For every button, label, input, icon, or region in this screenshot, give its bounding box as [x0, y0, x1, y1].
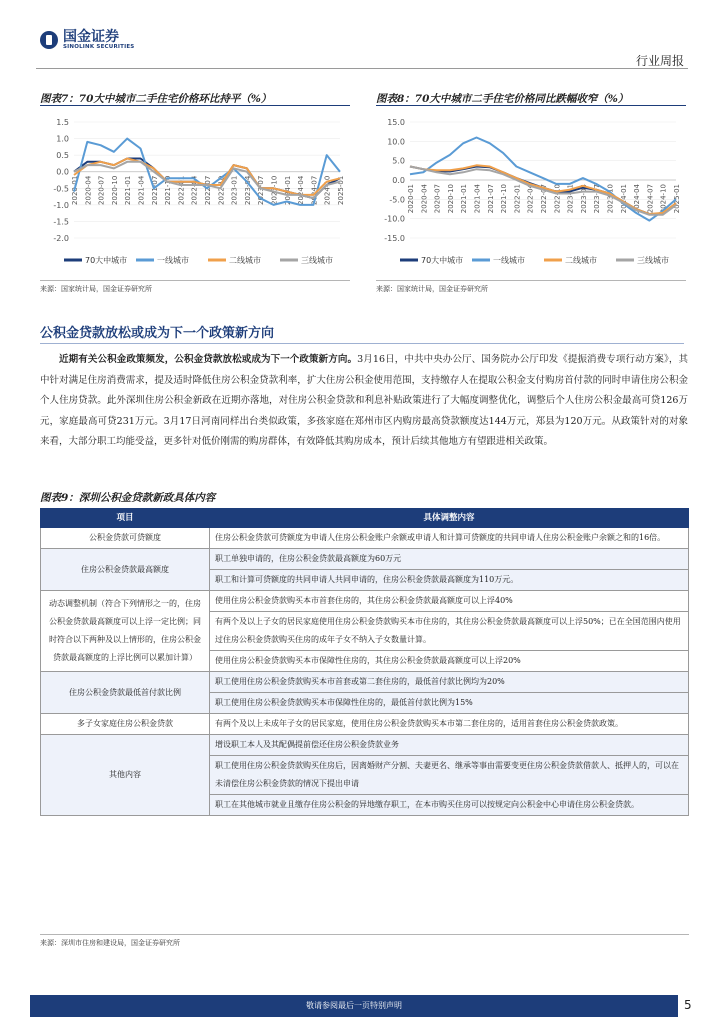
fig8-xtick-label: 2024-01 [619, 183, 628, 214]
policy-table [40, 508, 689, 816]
fig8-xtick-label: 2023-04 [579, 184, 588, 214]
fig7-xtick-label: 2021-07 [150, 175, 159, 205]
row-detail: 有两个及以上未成年子女的居民家庭，使用住房公积金贷款购买本市第二套住房的，适用首套住房公积金贷款政策。 [210, 714, 689, 735]
figure7-rule [40, 105, 350, 106]
table-row [41, 735, 689, 756]
row-detail: 职工在其他城市就业且缴存住房公积金的异地缴存职工，在本市购买住房可以按规定向公积金中心申请住房公积金贷款。 [210, 795, 689, 816]
fig7-ytick-label: -2.0 [53, 234, 69, 243]
fig7-xtick-label: 2020-07 [97, 175, 106, 205]
paragraph-body: 3月16日，中共中央办公厅、国务院办公厅印发《提振消费专项行动方案》，其中针对满足住房消费需求，提及适时降低住房公积金贷款利率，扩大住房公积金使用范围，支持缴存人在提取公积金支付购房首付款的同时申请住房公积金个人住房贷款。此外深圳住房公积金新政在近期亦落地，对住房公积金贷款和利息补贴政策进行了大幅度调整优化，调整后个人住房公积金最高可贷126万元，家庭最高可贷231万元。3月17日河南同样出台类似政策，多孩家庭在郑州市区内购房最高贷款额度达144万元，郑县为120万元。从政策针对的对象来看，大部分职工均能受益，更多针对低价刚需的购房群体，有效降低其购房成本，预计后续其他地方有望跟进相关政策。 [40, 354, 688, 447]
section-paragraph [40, 350, 688, 453]
fig8-xtick-label: 2020-10 [446, 184, 455, 214]
fig7-xtick-label: 2022-04 [190, 175, 199, 205]
footer-disclaimer: 敬请参阅最后一页特别声明 [306, 1001, 402, 1010]
fig7-ytick-label: 0.0 [56, 167, 69, 177]
fig7-xtick-label: 2023-10 [270, 175, 279, 205]
fig8-legend-label-0: 70大中城市 [421, 256, 464, 265]
figure8-source: 来源：国家统计局，国金证券研究所 [376, 285, 488, 293]
section-divider [40, 343, 684, 344]
fig7-xtick-label: 2022-07 [204, 175, 212, 205]
fig7-xtick-label: 2022-10 [217, 175, 226, 205]
logo-chinese-name: 国金证券 [63, 29, 119, 45]
figure9-source-rule [40, 934, 689, 935]
page-number: 5 [684, 998, 692, 1012]
section-title: 公积金贷款放松或成为下一个政策新方向 [40, 326, 275, 341]
table-row [41, 672, 689, 693]
fig7-xtick-label: 2020-04 [84, 175, 93, 205]
fig8-ytick-label: 15.0 [387, 118, 405, 127]
table-header-row [41, 509, 689, 528]
fig7-xtick-label: 2024-04 [297, 175, 306, 205]
figure8-chart [376, 110, 686, 275]
fig7-xtick-label: 2021-04 [137, 175, 146, 205]
fig7-legend-label-3: 三线城市 [301, 256, 333, 265]
row-detail: 住房公积金贷款可贷额度为申请人住房公积金账户余额或申请人和计算可贷额度的共同申请人住房公积金账户余额之和的16倍。 [210, 528, 689, 549]
row-category: 动态调整机制（符合下列情形之一的，住房公积金贷款最高额度可以上浮一定比例；同时符合以下两种及以上情形的，住房公积金贷款最高额度的上浮比例可以累加计算） [41, 591, 210, 672]
figure9-title: 图表9：深圳公积金贷款新政具体内容 [40, 492, 216, 504]
figure8-rule [376, 105, 686, 106]
fig8-xtick-label: 2024-07 [646, 184, 655, 214]
fig8-ytick-label: 0.0 [392, 176, 405, 185]
fig7-xtick-label: 2023-04 [243, 175, 252, 205]
row-detail: 使用住房公积金贷款购买本市首套住房的，其住房公积金贷款最高额度可以上浮40% [210, 591, 689, 612]
fig8-ytick-label: -5.0 [389, 195, 405, 205]
row-category: 公积金贷款可贷额度 [41, 528, 210, 549]
fig7-xtick-label: 2021-01 [124, 175, 133, 205]
fig8-legend-label-2: 二线城市 [565, 256, 597, 265]
fig7-legend-label-2: 二线城市 [229, 256, 261, 265]
figure9-source: 来源：深圳市住房和建设局，国金证券研究所 [40, 939, 180, 947]
figure7-source: 来源：国家统计局，国金证券研究所 [40, 285, 152, 293]
fig8-xtick-label: 2023-10 [606, 184, 615, 214]
row-category: 住房公积金贷款最低首付款比例 [41, 672, 210, 714]
fig7-xtick-label: 2023-07 [257, 175, 266, 205]
fig8-ytick-label: 5.0 [392, 156, 405, 166]
fig7-xtick-label: 2024-07 [310, 175, 319, 205]
fig7-xtick-label: 2024-01 [283, 175, 292, 205]
fig7-ytick-label: -1.0 [53, 200, 69, 210]
column-header-detail: 具体调整内容 [210, 509, 689, 528]
fig8-xtick-label: 2021-04 [473, 184, 482, 214]
fig8-xtick-label: 2022-07 [540, 184, 548, 214]
fig8-xtick-label: 2023-01 [566, 184, 575, 214]
fig7-xtick-label: 2023-01 [230, 175, 239, 205]
fig7-xtick-label: 2024-10 [323, 175, 332, 205]
fig7-ytick-label: -0.5 [53, 184, 69, 194]
fig8-xtick-label: 2020-04 [420, 184, 429, 214]
header-divider [36, 68, 688, 69]
fig8-xtick-label: 2023-07 [593, 184, 602, 214]
row-category: 多子女家庭住房公积金贷款 [41, 714, 210, 735]
figure7-chart [40, 110, 350, 275]
fig8-ytick-label: 10.0 [387, 137, 405, 147]
fig8-xtick-label: 2021-07 [486, 184, 495, 214]
fig8-legend-label-1: 一线城市 [493, 256, 525, 265]
fig7-legend-label-0: 70大中城市 [85, 256, 128, 265]
fig8-ytick-label: -15.0 [384, 234, 405, 243]
fig8-legend-label-3: 三线城市 [637, 256, 669, 265]
column-header-item: 项目 [41, 509, 210, 528]
fig8-xtick-label: 2022-10 [553, 184, 562, 214]
fig7-ytick-label: -1.5 [53, 217, 69, 227]
fig8-ytick-label: -10.0 [384, 214, 405, 224]
row-category: 住房公积金贷款最高额度 [41, 549, 210, 591]
fig8-xtick-label: 2024-10 [659, 184, 668, 214]
table-row [41, 591, 689, 612]
fig8-xtick-label: 2021-01 [460, 184, 469, 214]
row-detail: 使用住房公积金贷款购买本市保障性住房的，其住房公积金贷款最高额度可以上浮20% [210, 651, 689, 672]
figure8-source-rule [376, 280, 686, 281]
fig7-xtick-label: 2022-01 [177, 175, 186, 205]
row-detail: 职工和计算可贷额度的共同申请人共同申请的，住房公积金贷款最高额度为110万元。 [210, 570, 689, 591]
fig7-legend-label-1: 一线城市 [157, 256, 189, 265]
fig7-xtick-label: 2020-10 [110, 175, 119, 205]
logo-mark-icon [40, 31, 58, 49]
row-detail: 职工单独申请的，住房公积金贷款最高额度为60万元 [210, 549, 689, 570]
row-category: 其他内容 [41, 735, 210, 816]
fig7-xtick-label: 2021-10 [164, 175, 173, 205]
fig8-xtick-label: 2025-01 [673, 184, 681, 214]
figure7-title: 图表7：70大中城市二手住宅价格环比持平（%） [40, 93, 272, 105]
fig7-ytick-label: 1.0 [56, 134, 69, 144]
table-row [41, 549, 689, 570]
fig8-xtick-label: 2020-01 [407, 184, 415, 214]
figure8-title: 图表8：70大中城市二手住宅价格同比跌幅收窄（%） [376, 93, 629, 105]
figure7-source-rule [40, 280, 350, 281]
fig7-xtick-label: 2025-01 [337, 175, 345, 205]
table-row [41, 714, 689, 735]
fig8-xtick-label: 2021-10 [500, 184, 509, 214]
paragraph-lead: 近期有关公积金政策频发，公积金贷款放松或成为下一个政策新方向。 [59, 354, 358, 365]
fig7-ytick-label: 1.5 [56, 118, 69, 127]
fig8-xtick-label: 2022-04 [526, 184, 535, 214]
company-logo [40, 30, 134, 50]
fig8-xtick-label: 2024-04 [633, 184, 642, 214]
row-detail: 职工使用住房公积金贷款购买住房后，因离婚财产分割、夫妻更名、继承等事由需要变更住房公积金贷款借款人、抵押人的，可以在未清偿住房公积金贷款的情况下提出申请 [210, 756, 689, 795]
report-type: 行业周报 [635, 54, 684, 68]
fig8-xtick-label: 2020-07 [433, 184, 442, 214]
fig7-xtick-label: 2020-01 [71, 175, 79, 205]
row-detail: 职工使用住房公积金贷款购买本市保障性住房的，最低首付款比例为15% [210, 693, 689, 714]
row-detail: 增设职工本人及其配偶提前偿还住房公积金贷款业务 [210, 735, 689, 756]
fig8-xtick-label: 2022-01 [513, 184, 522, 214]
table-row [41, 528, 689, 549]
row-detail: 有两个及以上子女的居民家庭使用住房公积金贷款购买本市住房的，其住房公积金贷款最高额度可以上浮50%；已在全国范围内使用过住房公积金贷款购买住房的成年子女不纳入子女数量计算。 [210, 612, 689, 651]
logo-english-name: SINOLINK SECURITIES [63, 44, 135, 50]
row-detail: 职工使用住房公积金贷款购买本市首套或第二套住房的，最低首付款比例均为20% [210, 672, 689, 693]
fig7-ytick-label: 0.5 [56, 151, 69, 161]
